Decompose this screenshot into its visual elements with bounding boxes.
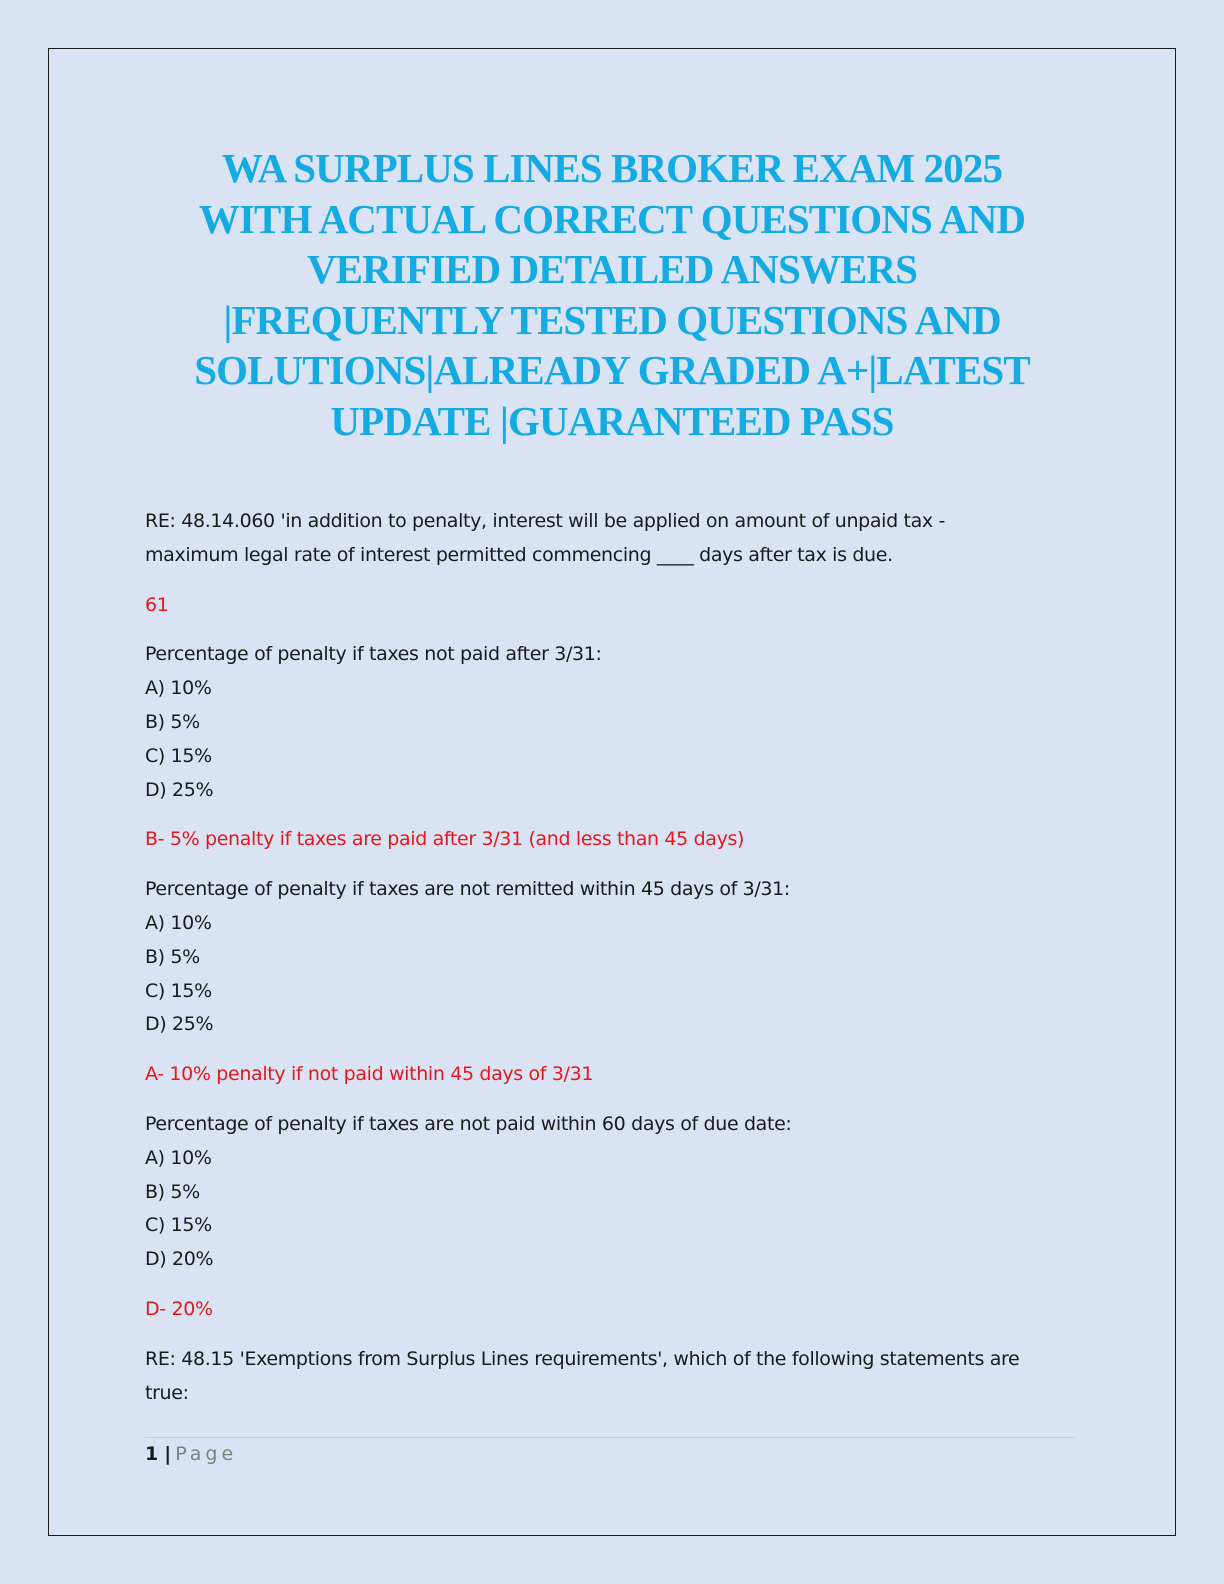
answer-text: 61	[145, 593, 169, 616]
option-text: B) 5%	[145, 1180, 200, 1203]
title-line: WITH ACTUAL CORRECT QUESTIONS AND	[198, 195, 1026, 242]
footer-separator: |	[164, 1443, 172, 1465]
option-text: B) 5%	[145, 710, 200, 733]
question-text: RE: 48.15 'Exemptions from Surplus Lines requirements', which of the following statements are	[145, 1347, 1020, 1370]
page-label: Page	[175, 1443, 238, 1465]
question-text: Percentage of penalty if taxes are not paid within 60 days of due date:	[145, 1112, 792, 1135]
option-text: A) 10%	[145, 1146, 212, 1169]
title-line: VERIFIED DETAILED ANSWERS	[306, 246, 918, 293]
answer-text: D- 20%	[145, 1297, 213, 1320]
title-line: |FREQUENTLY TESTED QUESTIONS AND	[223, 296, 1001, 343]
option-text: A) 10%	[145, 677, 212, 700]
option-text: C) 15%	[145, 744, 212, 767]
title-line: UPDATE |GUARANTEED PASS	[330, 397, 894, 444]
question-text: true:	[145, 1381, 189, 1404]
option-text: A) 10%	[145, 911, 212, 934]
question-text: maximum legal rate of interest permitted commencing ____ days after tax is due.	[145, 543, 893, 566]
footer-divider	[145, 1437, 1075, 1438]
question-text: Percentage of penalty if taxes not paid after 3/31:	[145, 643, 602, 666]
question-block	[145, 638, 1075, 857]
question-text: Percentage of penalty if taxes are not remitted within 45 days of 3/31:	[145, 878, 790, 901]
option-text: B) 5%	[145, 945, 200, 968]
page-number: 1	[145, 1443, 159, 1465]
question-block	[145, 505, 1075, 622]
answer-text: B- 5% penalty if taxes are paid after 3/31 (and less than 45 days)	[145, 828, 745, 851]
option-text: C) 15%	[145, 979, 212, 1002]
question-block	[145, 873, 1075, 1092]
option-text: D) 25%	[145, 1013, 214, 1036]
question-text: RE: 48.14.060 'in addition to penalty, interest will be applied on amount of unpaid tax -	[145, 510, 945, 532]
question-block	[145, 1108, 1075, 1327]
page-footer	[145, 1441, 237, 1467]
question-block	[145, 1343, 1075, 1411]
answer-text: A- 10% penalty if not paid within 45 days of 3/31	[145, 1063, 594, 1086]
option-text: C) 15%	[145, 1214, 212, 1237]
title-line: SOLUTIONS|ALREADY GRADED A+|LATEST	[194, 347, 1030, 394]
option-text: D) 25%	[145, 778, 214, 801]
document-title	[150, 143, 1074, 447]
document-body	[145, 505, 1075, 1410]
title-line: WA SURPLUS LINES BROKER EXAM 2025	[221, 145, 1003, 191]
option-text: D) 20%	[145, 1248, 214, 1271]
